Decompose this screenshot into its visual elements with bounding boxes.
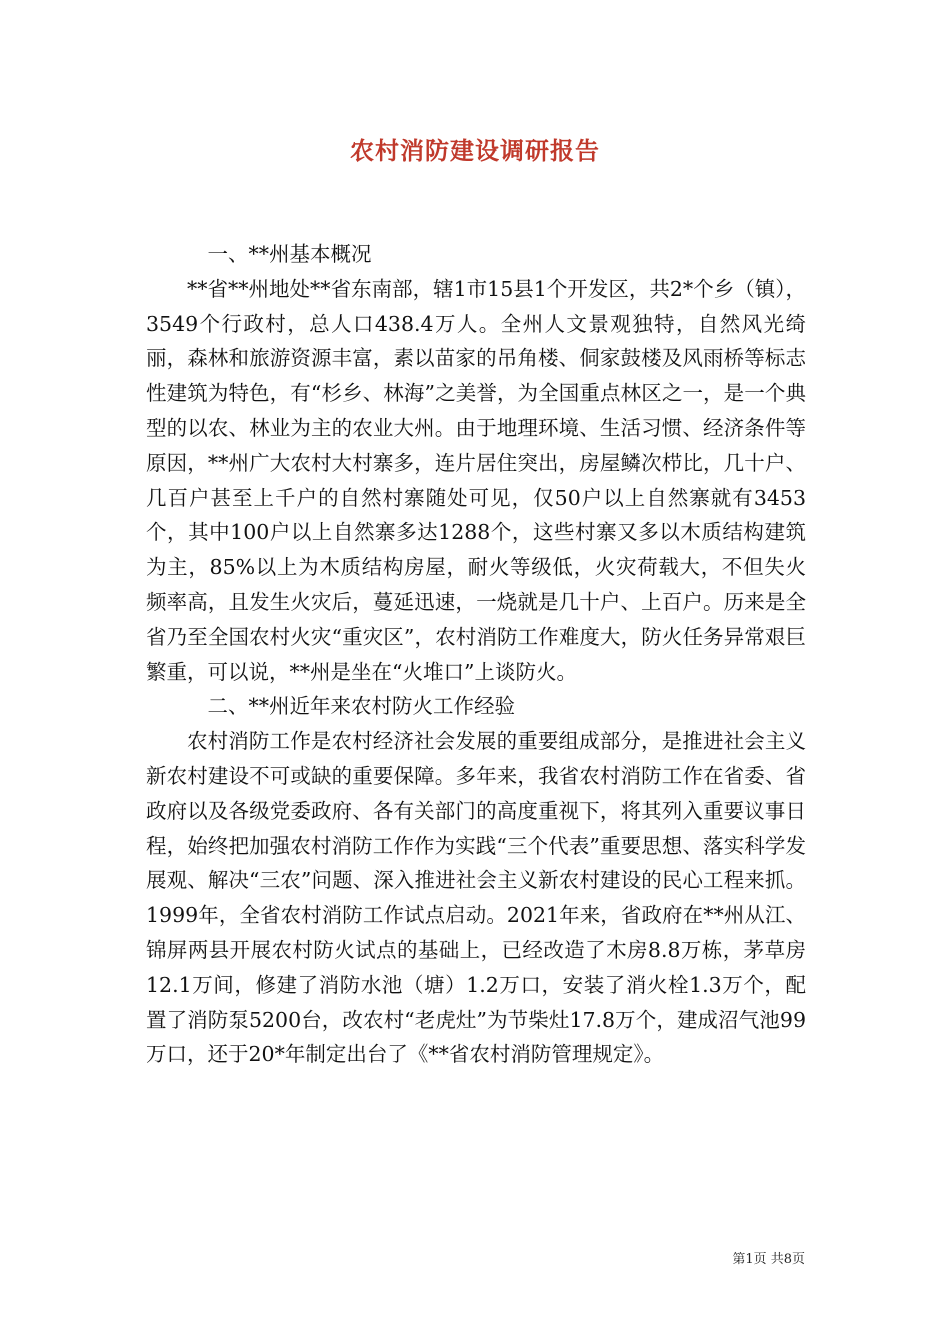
section-heading-1: 一、**州基本概况 — [207, 242, 372, 266]
document-title: 农村消防建设调研报告 — [350, 136, 600, 165]
section-heading-2: 二、**州近年来农村防火工作经验 — [207, 694, 515, 719]
section-paragraph-1: **省**州地处**省东南部，辖1市15县1个开发区，共2*个乡（镇），3549个行政村，总人口438.4万人。全州人文景观独特，自然风光绮丽，森林和旅游资源丰富，素以苗家的吊角楼、侗家鼓楼及风雨桥等标志性建筑为特色，有“杉乡、林海”之美誉，为全国重点林区之一，是一个典型的以农、林业为主的农业大州。由于地理环境、生活习惯、经济条件等原因，**州广大农村大村寨多，连片居住突出，房屋鳞次栉比，几十户、几百户甚至上千户的自然村寨随处可见，仅50户以上自然寨就有3453个，其中100户以上自然寨多达1288个，这些村寨又多以木质结构建筑为主，85%以上为木质结构房屋，耐火等级低，火灾荷载大，不但失火频率高，且发生火灾后，蔓延迅速，一烧就是几十户、上百户。历来是全省乃至全国农村火灾“重灾区”，农村消防工作难度大，防火任务异常艰巨繁重，可以说，**州是坐在“火堆口”上谈防火。 — [146, 276, 806, 684]
section-paragraph-2: 农村消防工作是农村经济社会发展的重要组成部分，是推进社会主义新农村建设不可或缺的重要保障。多年来，我省农村消防工作在省委、省政府以及各级党委政府、各有关部门的高度重视下，将其列入重要议事日程，始终把加强农村消防工作作为实践“三个代表”重要思想、落实科学发展观、解决“三农”问题、深入推进社会主义新农村建设的民心工程来抓。1999年，全省农村消防工作试点启动。2021年来，省政府在**州从江、锦屏两县开展农村防火试点的基础上，已经改造了木房8.8万栋，茅草房12.1万间，修建了消防水池（塘）1.2万口，安装了消火栓1.3万个，配置了消防泵5200台，改农村“老虎灶”为节柴灶17.8万个，建成沼气池99万口，还于20*年制定出台了《**省农村消防管理规定》。 — [146, 729, 806, 1067]
document-body — [146, 237, 806, 1072]
page-number: 第1页 共8页 — [732, 1252, 805, 1267]
